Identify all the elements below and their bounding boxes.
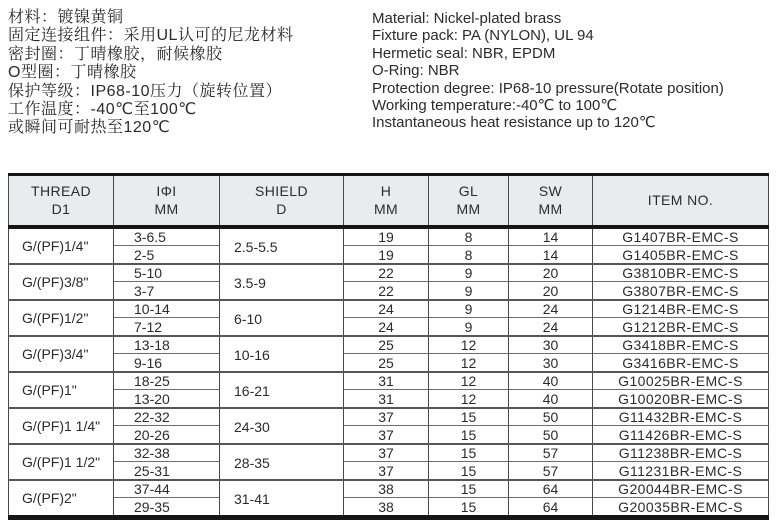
item-cell: G11231BR-EMC-S — [593, 462, 769, 480]
h-cell: 22 — [344, 264, 429, 282]
gl-cell: 12 — [429, 390, 509, 408]
column-header-thread — [9, 174, 114, 227]
column-header-h — [344, 174, 429, 227]
h-cell: 38 — [344, 480, 429, 498]
parts-spec-table — [8, 173, 769, 520]
shield-cell: 6-10 — [220, 300, 344, 336]
column-header-gl — [429, 174, 509, 227]
column-header-label: MM — [154, 201, 179, 218]
gl-cell: 12 — [429, 372, 509, 390]
item-cell: G20044BR-EMC-S — [593, 480, 769, 498]
column-header-label: MM — [373, 201, 399, 218]
thread-cell: G/(PF)1" — [9, 372, 114, 408]
phi-cell: 2-5 — [114, 246, 220, 264]
table-row — [9, 336, 769, 354]
sw-cell: 14 — [509, 227, 593, 246]
column-header-sw — [509, 174, 593, 227]
gl-cell: 15 — [429, 462, 509, 480]
spec-block — [0, 0, 776, 138]
column-header-itemno — [593, 174, 769, 227]
item-cell: G11426BR-EMC-S — [593, 426, 769, 444]
gl-cell: 12 — [429, 354, 509, 372]
table-row — [9, 354, 769, 372]
column-header-label: THREAD — [31, 183, 91, 200]
phi-cell: 13-18 — [114, 336, 220, 354]
gl-cell: 8 — [429, 227, 509, 246]
gl-cell: 15 — [429, 480, 509, 498]
table-row — [9, 227, 769, 246]
phi-cell: 18-25 — [114, 372, 220, 390]
phi-cell: 25-31 — [114, 462, 220, 480]
gl-cell: 12 — [429, 336, 509, 354]
h-cell: 25 — [344, 354, 429, 372]
shield-cell: 10-16 — [220, 336, 344, 372]
table-row — [9, 246, 769, 264]
phi-cell: 29-35 — [114, 498, 220, 518]
thread-cell: G/(PF)3/4" — [9, 336, 114, 372]
gl-cell: 9 — [429, 282, 509, 300]
phi-cell: 3-7 — [114, 282, 220, 300]
column-header-label: MM — [456, 201, 481, 218]
sw-cell: 57 — [509, 444, 593, 462]
sw-cell: 30 — [509, 354, 593, 372]
spec-line: 或瞬间可耐热至120℃ — [8, 119, 171, 137]
gl-cell: 15 — [429, 426, 509, 444]
table-row — [9, 498, 769, 518]
column-header-label: MM — [538, 201, 563, 218]
shield-cell: 2.5-5.5 — [220, 227, 344, 264]
phi-cell: 20-26 — [114, 426, 220, 444]
spec-line: Hermetic seal: NBR, EPDM — [372, 44, 556, 62]
phi-cell: 7-12 — [114, 318, 220, 336]
phi-cell: 22-32 — [114, 408, 220, 426]
table-row — [9, 390, 769, 408]
item-cell: G3418BR-EMC-S — [593, 336, 769, 354]
column-header-label: ITEM NO. — [647, 192, 714, 209]
h-cell: 22 — [344, 282, 429, 300]
shield-cell: 24-30 — [220, 408, 344, 444]
gl-cell: 9 — [429, 300, 509, 318]
item-cell: G3810BR-EMC-S — [593, 264, 769, 282]
table-row — [9, 264, 769, 282]
column-header-label: D — [276, 201, 287, 218]
shield-cell: 31-41 — [220, 480, 344, 518]
shield-cell: 16-21 — [220, 372, 344, 408]
table-body — [9, 227, 769, 518]
h-cell: 19 — [344, 227, 429, 246]
item-cell: G10020BR-EMC-S — [593, 390, 769, 408]
table-row — [9, 426, 769, 444]
table-row — [9, 480, 769, 498]
thread-cell: G/(PF)2" — [9, 480, 114, 518]
h-cell: 37 — [344, 408, 429, 426]
h-cell: 19 — [344, 246, 429, 264]
sw-cell: 50 — [509, 408, 593, 426]
table-row — [9, 372, 769, 390]
spec-line: O-Ring: NBR — [372, 62, 460, 80]
column-header-label: D1 — [51, 201, 71, 218]
item-cell: G20035BR-EMC-S — [593, 498, 769, 518]
spec-block-english — [372, 9, 724, 138]
sw-cell: 24 — [509, 318, 593, 336]
sw-cell: 14 — [509, 246, 593, 264]
spec-line: Material: Nickel-plated brass — [372, 10, 562, 27]
table-row — [9, 444, 769, 462]
item-cell: G11238BR-EMC-S — [593, 444, 769, 462]
item-cell: G1405BR-EMC-S — [593, 246, 769, 264]
column-header-label: H — [380, 183, 392, 200]
column-header-label: SHIELD — [255, 183, 308, 200]
shield-cell: 28-35 — [220, 444, 344, 480]
h-cell: 31 — [344, 372, 429, 390]
table-header — [9, 174, 769, 227]
column-header-phi — [114, 174, 220, 227]
item-cell: G1214BR-EMC-S — [593, 300, 769, 318]
spec-line: Working temperature:-40℃ to 100℃ — [372, 97, 618, 115]
gl-cell: 15 — [429, 444, 509, 462]
spec-block-chinese — [8, 9, 372, 138]
phi-cell: 3-6.5 — [114, 227, 220, 246]
h-cell: 37 — [344, 462, 429, 480]
phi-cell: 10-14 — [114, 300, 220, 318]
sw-cell: 30 — [509, 336, 593, 354]
table-row — [9, 462, 769, 480]
gl-cell: 15 — [429, 498, 509, 518]
sw-cell: 20 — [509, 282, 593, 300]
sw-cell: 57 — [509, 462, 593, 480]
sw-cell: 24 — [509, 300, 593, 318]
thread-cell: G/(PF)1/2" — [9, 300, 114, 336]
table-row — [9, 282, 769, 300]
spec-line: 固定连接组件：采用UL认可的尼龙材料 — [8, 27, 294, 45]
item-cell: G10025BR-EMC-S — [593, 372, 769, 390]
column-header-label: GL — [458, 183, 479, 200]
table-row — [9, 300, 769, 318]
table-row — [9, 318, 769, 336]
item-cell: G3807BR-EMC-S — [593, 282, 769, 300]
item-cell: G3416BR-EMC-S — [593, 354, 769, 372]
gl-cell: 15 — [429, 408, 509, 426]
sw-cell: 20 — [509, 264, 593, 282]
spec-line: O型圈：丁晴橡胶 — [8, 64, 137, 82]
h-cell: 24 — [344, 300, 429, 318]
column-header-shield — [220, 174, 344, 227]
h-cell: 24 — [344, 318, 429, 336]
phi-cell: 9-16 — [114, 354, 220, 372]
h-cell: 38 — [344, 498, 429, 518]
gl-cell: 8 — [429, 246, 509, 264]
shield-cell: 3.5-9 — [220, 264, 344, 300]
sw-cell: 64 — [509, 498, 593, 518]
sw-cell: 64 — [509, 480, 593, 498]
thread-cell: G/(PF)1/4" — [9, 227, 114, 264]
spec-line: 工作温度：-40℃至100℃ — [8, 101, 197, 119]
spec-line: Fixture pack: PA (NYLON), UL 94 — [372, 27, 594, 45]
item-cell: G11432BR-EMC-S — [593, 408, 769, 426]
phi-cell: 5-10 — [114, 264, 220, 282]
sw-cell: 40 — [509, 372, 593, 390]
thread-cell: G/(PF)1 1/4" — [9, 408, 114, 444]
sw-cell: 40 — [509, 390, 593, 408]
spec-line: Instantaneous heat resistance up to 120℃ — [372, 114, 656, 132]
phi-cell: 37-44 — [114, 480, 220, 498]
spec-line: 保护等级：IP68-10压力（旋转位置） — [8, 82, 283, 100]
gl-cell: 9 — [429, 318, 509, 336]
column-header-label: SW — [538, 183, 563, 200]
thread-cell: G/(PF)1 1/2" — [9, 444, 114, 480]
h-cell: 37 — [344, 426, 429, 444]
spec-line: 密封圈：丁晴橡胶，耐候橡胶 — [8, 45, 223, 63]
sw-cell: 50 — [509, 426, 593, 444]
column-header-label: IΦI — [156, 183, 177, 200]
item-cell: G1212BR-EMC-S — [593, 318, 769, 336]
phi-cell: 13-20 — [114, 390, 220, 408]
item-cell: G1407BR-EMC-S — [593, 227, 769, 246]
spec-line: Protection degree: IP68-10 pressure(Rotate position) — [372, 79, 724, 97]
phi-cell: 32-38 — [114, 444, 220, 462]
gl-cell: 9 — [429, 264, 509, 282]
h-cell: 31 — [344, 390, 429, 408]
h-cell: 25 — [344, 336, 429, 354]
h-cell: 37 — [344, 444, 429, 462]
spec-line: 材料：镀镍黄铜 — [8, 9, 124, 26]
table-row — [9, 408, 769, 426]
thread-cell: G/(PF)3/8" — [9, 264, 114, 300]
